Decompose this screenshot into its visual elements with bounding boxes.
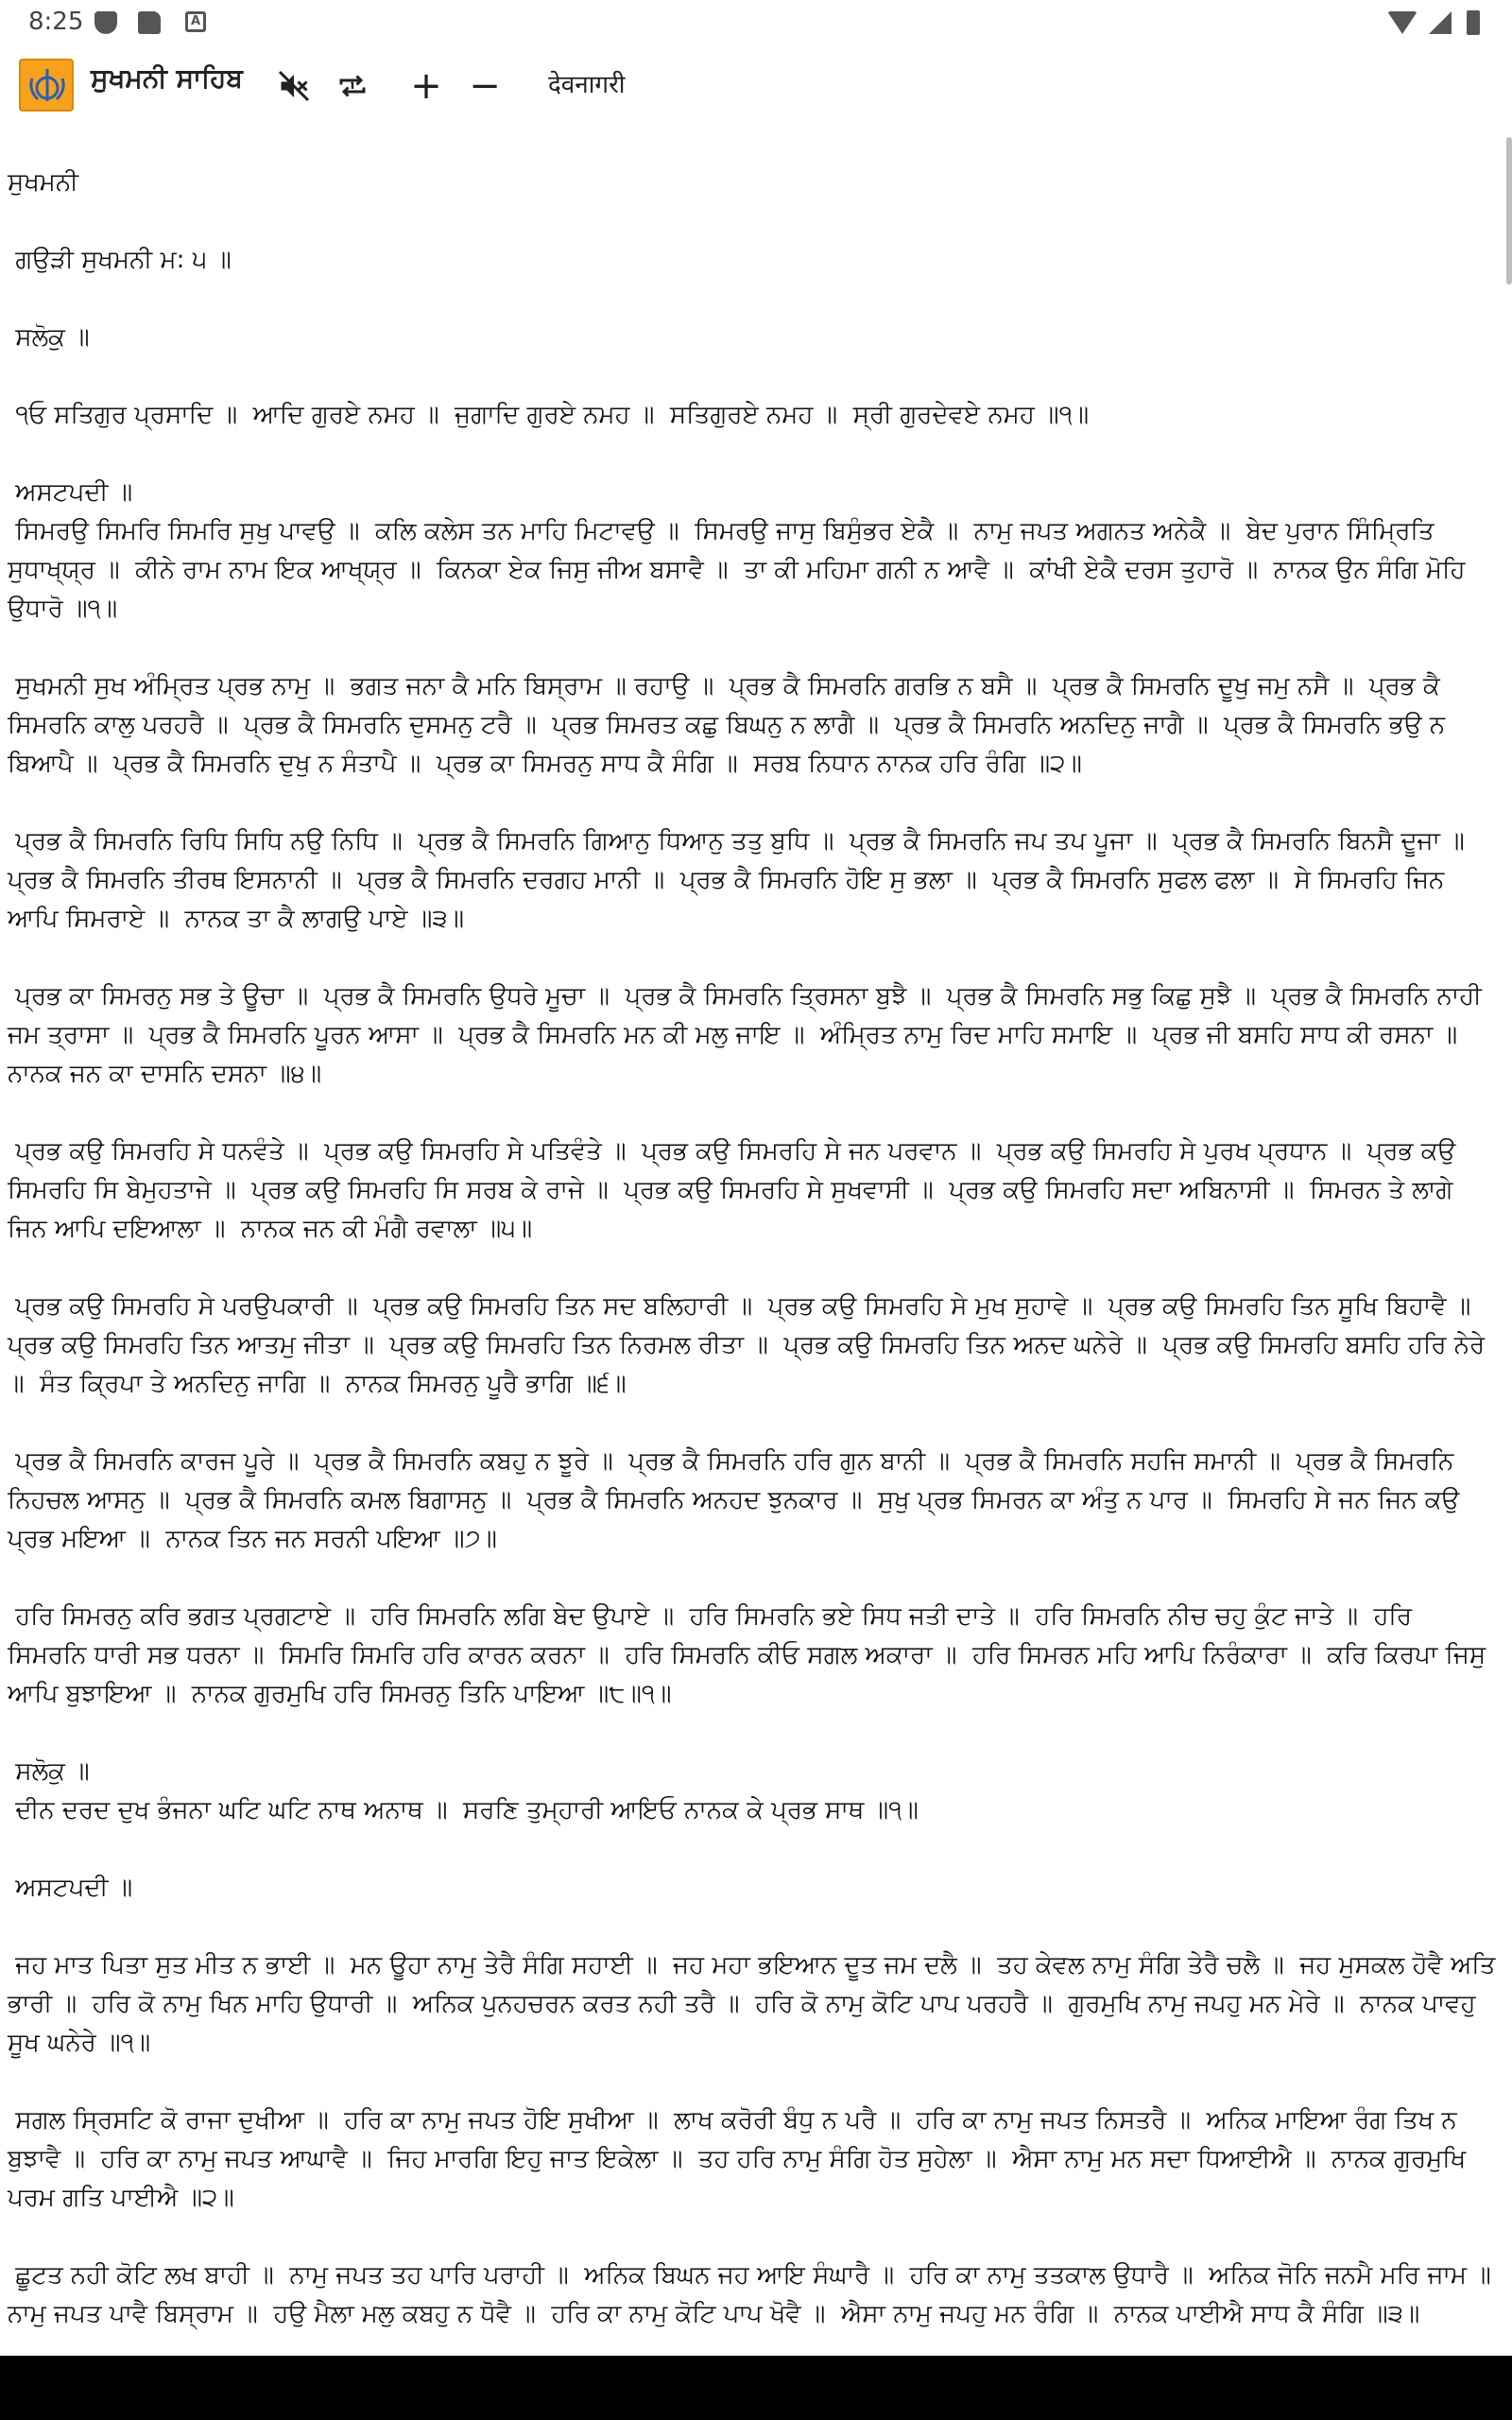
gurbani-line: ਸਿਮਰਉ ਸਿਮਰਿ ਸਿਮਰਿ ਸੁਖੁ ਪਾਵਉ ॥ ਕਲਿ ਕਲੇਸ ਤਨ ਮਾਹਿ ਮਿਟਾਵਉ ॥ ਸਿਮਰਉ ਜਾਸੁ ਬਿਸੁੰਭਰ ਏਕੈ ॥ ਨਾਮੁ ਜਪਤ ਅਗਨਤ ਅਨੇਕੈ ॥ ਬੇਦ ਪੁਰਾਨ ਸਿੰਮ੍ਰਿਤਿ ਸੁਧਾਖ੍ਯ੍ਰ ॥ ਕੀਨੇ ਰਾਮ ਨਾਮ ਇਕ ਆਖ੍ਯ੍ਰ ॥ ਕਿਨਕਾ ਏਕ ਜਿਸੁ ਜੀਅ ਬਸਾਵੈ ॥ ਤਾ ਕੀ ਮਹਿਮਾ ਗਨੀ ਨ ਆਵੈ ॥ ਕਾਂਖੀ ਏਕੈ ਦਰਸ ਤੁਹਾਰੋ ॥ ਨਾਨਕ ਉਨ ਸੰਗਿ ਮੋਹਿ ਉਧਾਰੋ ॥੧॥	[8, 517, 1473, 623]
mute-button[interactable]	[270, 62, 318, 110]
decrease-font-button[interactable]: −	[469, 64, 501, 108]
gurbani-line: ਜਹ ਮਾਤ ਪਿਤਾ ਸੁਤ ਮੀਤ ਨ ਭਾਈ ॥ ਮਨ ਊਹਾ ਨਾਮੁ ਤੇਰੈ ਸੰਗਿ ਸਹਾਈ ॥ ਜਹ ਮਹਾ ਭਇਆਨ ਦੂਤ ਜਮ ਦਲੈ ॥ ਤਹ ਕੇਵਲ ਨਾਮੁ ਸੰਗਿ ਤੇਰੈ ਚਲੈ ॥ ਜਹ ਮੁਸਕਲ ਹੋਵੈ ਅਤਿ ਭਾਰੀ ॥ ਹਰਿ ਕੋ ਨਾਮੁ ਖਿਨ ਮਾਹਿ ਉਧਾਰੀ ॥ ਅਨਿਕ ਪੁਨਹਚਰਨ ਕਰਤ ਨਹੀ ਤਰੈ ॥ ਹਰਿ ਕੋ ਨਾਮੁ ਕੋਟਿ ਪਾਪ ਪਰਹਰੈ ॥ ਗੁਰਮੁਖਿ ਨਾਮੁ ਜਪਹੁ ਮਨ ਮੇਰੇ ॥ ਨਾਨਕ ਪਾਵਹੁ ਸੂਖ ਘਨੇਰੇ ॥੧॥	[8, 1951, 1503, 2057]
battery-icon	[1467, 10, 1480, 35]
gurbani-line: ਪ੍ਰਭ ਕੈ ਸਿਮਰਨਿ ਕਾਰਜ ਪੂਰੇ ॥ ਪ੍ਰਭ ਕੈ ਸਿਮਰਨਿ ਕਬਹੁ ਨ ਝੂਰੇ ॥ ਪ੍ਰਭ ਕੈ ਸਿਮਰਨਿ ਹਰਿ ਗੁਨ ਬਾਨੀ ॥ ਪ੍ਰਭ ਕੈ ਸਿਮਰਨਿ ਸਹਜਿ ਸਮਾਨੀ ॥ ਪ੍ਰਭ ਕੈ ਸਿਮਰਨਿ ਨਿਹਚਲ ਆਸਨੁ ॥ ਪ੍ਰਭ ਕੈ ਸਿਮਰਨਿ ਕਮਲ ਬਿਗਾਸਨੁ ॥ ਪ੍ਰਭ ਕੈ ਸਿਮਰਨਿ ਅਨਹਦ ਝੁਨਕਾਰ ॥ ਸੁਖੁ ਪ੍ਰਭ ਸਿਮਰਨ ਕਾ ਅੰਤੁ ਨ ਪਾਰ ॥ ਸਿਮਰਹਿ ਸੇ ਜਨ ਜਿਨ ਕਉ ਪ੍ਰਭ ਮਇਆ ॥ ਨਾਨਕ ਤਿਨ ਜਨ ਸਰਨੀ ਪਇਆ ॥੭॥	[8, 1447, 1468, 1553]
sd-card-icon	[138, 11, 161, 34]
navigation-bar	[0, 2356, 1512, 2420]
gurbani-line: ਸਲੋਕੁ ॥	[8, 323, 90, 352]
volume-mute-icon	[277, 69, 311, 103]
blank-line	[0, 280, 1503, 319]
blank-line	[0, 435, 1503, 474]
gurbani-line: ਸਲੋਕੁ ॥	[8, 1757, 90, 1786]
blank-line	[0, 2218, 1503, 2256]
a-box-icon: A	[185, 11, 206, 32]
blank-line	[0, 1404, 1503, 1443]
blank-line	[0, 1249, 1503, 1288]
increase-font-button[interactable]: +	[410, 64, 442, 108]
gurbani-line: ਪ੍ਰਭ ਕੈ ਸਿਮਰਨਿ ਰਿਧਿ ਸਿਧਿ ਨਉ ਨਿਧਿ ॥ ਪ੍ਰਭ ਕੈ ਸਿਮਰਨਿ ਗਿਆਨੁ ਧਿਆਨੁ ਤਤੁ ਬੁਧਿ ॥ ਪ੍ਰਭ ਕੈ ਸਿਮਰਨਿ ਜਪ ਤਪ ਪੂਜਾ ॥ ਪ੍ਰਭ ਕੈ ਸਿਮਰਨਿ ਬਿਨਸੈ ਦੂਜਾ ॥ ਪ੍ਰਭ ਕੈ ਸਿਮਰਨਿ ਤੀਰਥ ਇਸਨਾਨੀ ॥ ਪ੍ਰਭ ਕੈ ਸਿਮਰਨਿ ਦਰਗਹ ਮਾਨੀ ॥ ਪ੍ਰਭ ਕੈ ਸਿਮਰਨਿ ਹੋਇ ਸੁ ਭਲਾ ॥ ਪ੍ਰਭ ਕੈ ਸਿਮਰਨਿ ਸੁਫਲ ਫਲਾ ॥ ਸੇ ਸਿਮਰਹਿ ਜਿਨ ਆਪਿ ਸਿਮਰਾਏ ॥ ਨਾਨਕ ਤਾ ਕੈ ਲਾਗਉ ਪਾਏ ॥੩॥	[8, 827, 1481, 933]
wifi-icon	[1387, 11, 1418, 34]
signal-icon	[1429, 11, 1452, 34]
gurbani-line: ਪ੍ਰਭ ਕਉ ਸਿਮਰਹਿ ਸੇ ਧਨਵੰਤੇ ॥ ਪ੍ਰਭ ਕਉ ਸਿਮਰਹਿ ਸੇ ਪਤਿਵੰਤੇ ॥ ਪ੍ਰਭ ਕਉ ਸਿਮਰਹਿ ਸੇ ਜਨ ਪਰਵਾਨ ॥ ਪ੍ਰਭ ਕਉ ਸਿਮਰਹਿ ਸੇ ਪੁਰਖ ਪ੍ਰਧਾਨ ॥ ਪ੍ਰਭ ਕਉ ਸਿਮਰਹਿ ਸਿ ਬੇਮੁਹਤਾਜੇ ॥ ਪ੍ਰਭ ਕਉ ਸਿਮਰਹਿ ਸਿ ਸਰਬ ਕੇ ਰਾਜੇ ॥ ਪ੍ਰਭ ਕਉ ਸਿਮਰਹਿ ਸੇ ਸੁਖਵਾਸੀ ॥ ਪ੍ਰਭ ਕਉ ਸਿਮਰਹਿ ਸਦਾ ਅਬਿਨਾਸੀ ॥ ਸਿਮਰਨ ਤੇ ਲਾਗੇ ਜਿਨ ਆਪਿ ਦਇਆਲਾ ॥ ਨਾਨਕ ਜਨ ਕੀ ਮੰਗੈ ਰਵਾਲਾ ॥੫॥	[8, 1137, 1464, 1243]
blank-line	[0, 2063, 1503, 2101]
blank-line	[0, 1830, 1503, 1869]
app-bar	[0, 47, 1512, 125]
gurbani-line: ਅਸਟਪਦੀ ॥	[8, 478, 133, 507]
gurbani-line: ਪ੍ਰਭ ਕਉ ਸਿਮਰਹਿ ਸੇ ਪਰਉਪਕਾਰੀ ॥ ਪ੍ਰਭ ਕਉ ਸਿਮਰਹਿ ਤਿਨ ਸਦ ਬਲਿਹਾਰੀ ॥ ਪ੍ਰਭ ਕਉ ਸਿਮਰਹਿ ਸੇ ਮੁਖ ਸੁਹਾਵੇ ॥ ਪ੍ਰਭ ਕਉ ਸਿਮਰਹਿ ਤਿਨ ਸੂਖਿ ਬਿਹਾਵੈ ॥ ਪ੍ਰਭ ਕਉ ਸਿਮਰਹਿ ਤਿਨ ਆਤਮੁ ਜੀਤਾ ॥ ਪ੍ਰਭ ਕਉ ਸਿਮਰਹਿ ਤਿਨ ਨਿਰਮਲ ਰੀਤਾ ॥ ਪ੍ਰਭ ਕਉ ਸਿਮਰਹਿ ਤਿਨ ਅਨਦ ਘਨੇਰੇ ॥ ਪ੍ਰਭ ਕਉ ਸਿਮਰਹਿ ਬਸਹਿ ਹਰਿ ਨੇਰੇ ॥ ਸੰਤ ਕ੍ਰਿਪਾ ਤੇ ਅਨਦਿਨੁ ਜਾਗਿ ॥ ਨਾਨਕ ਸਿਮਰਨੁ ਪੂਰੈ ਭਾਗਿ ॥੬॥	[8, 1292, 1493, 1398]
gurbani-text-container	[0, 125, 1507, 2334]
gurbani-line: ਗਉੜੀ ਸੁਖਮਨੀ ਮ: ੫ ॥	[8, 246, 232, 274]
gurbani-line: ਅਸਟਪਦੀ ॥	[8, 1874, 133, 1902]
gurbani-line: ੧ਓ ਸਤਿਗੁਰ ਪ੍ਰਸਾਦਿ ॥ ਆਦਿ ਗੁਰਏ ਨਮਹ ॥ ਜੁਗਾਦਿ ਗੁਰਏ ਨਮਹ ॥ ਸਤਿਗੁਰਏ ਨਮਹ ॥ ਸ੍ਰੀ ਗੁਰਦੇਵਏ ਨਮਹ ॥੧॥	[8, 401, 1090, 429]
repeat-button[interactable]	[329, 62, 376, 110]
gurbani-line: ਪ੍ਰਭ ਕਾ ਸਿਮਰਨੁ ਸਭ ਤੇ ਊਚਾ ॥ ਪ੍ਰਭ ਕੈ ਸਿਮਰਨਿ ਉਧਰੇ ਮੂਚਾ ॥ ਪ੍ਰਭ ਕੈ ਸਿਮਰਨਿ ਤ੍ਰਿਸਨਾ ਬੁਝੈ ॥ ਪ੍ਰਭ ਕੈ ਸਿਮਰਨਿ ਸਭੁ ਕਿਛੁ ਸੁਝੈ ॥ ਪ੍ਰਭ ਕੈ ਸਿਮਰਨਿ ਨਾਹੀ ਜਮ ਤ੍ਰਾਸਾ ॥ ਪ੍ਰਭ ਕੈ ਸਿਮਰਨਿ ਪੂਰਨ ਆਸਾ ॥ ਪ੍ਰਭ ਕੈ ਸਿਮਰਨਿ ਮਨ ਕੀ ਮਲੁ ਜਾਇ ॥ ਅੰਮ੍ਰਿਤ ਨਾਮੁ ਰਿਦ ਮਾਹਿ ਸਮਾਇ ॥ ਪ੍ਰਭ ਜੀ ਬਸਹਿ ਸਾਧ ਕੀ ਰਸਨਾ ॥ ਨਾਨਕ ਜਨ ਕਾ ਦਾਸਨਿ ਦਸਨਾ ॥੪॥	[8, 982, 1490, 1088]
repeat-one-icon	[335, 69, 369, 103]
blank-line	[0, 357, 1503, 396]
gurbani-line: ਸੁਖਮਨੀ ਸੁਖ ਅੰਮ੍ਰਿਤ ਪ੍ਰਭ ਨਾਮੁ ॥ ਭਗਤ ਜਨਾ ਕੈ ਮਨਿ ਬਿਸ੍ਰਾਮ ॥ ਰਹਾਉ ॥ ਪ੍ਰਭ ਕੈ ਸਿਮਰਨਿ ਗਰਭਿ ਨ ਬਸੈ ॥ ਪ੍ਰਭ ਕੈ ਸਿਮਰਨਿ ਦੂਖੁ ਜਮੁ ਨਸੈ ॥ ਪ੍ਰਭ ਕੈ ਸਿਮਰਨਿ ਕਾਲੁ ਪਰਹਰੈ ॥ ਪ੍ਰਭ ਕੈ ਸਿਮਰਨਿ ਦੁਸਮਨੁ ਟਰੈ ॥ ਪ੍ਰਭ ਸਿਮਰਤ ਕਛੁ ਬਿਘਨੁ ਨ ਲਾਗੈ ॥ ਪ੍ਰਭ ਕੈ ਸਿਮਰਨਿ ਅਨਦਿਨੁ ਜਾਗੈ ॥ ਪ੍ਰਭ ਕੈ ਸਿਮਰਨਿ ਭਉ ਨ ਬਿਆਪੈ ॥ ਪ੍ਰਭ ਕੈ ਸਿਮਰਨਿ ਦੁਖੁ ਨ ਸੰਤਾਪੈ ॥ ਪ੍ਰਭ ਕਾ ਸਿਮਰਨੁ ਸਾਧ ਕੈ ਸੰਗਿ ॥ ਸਰਬ ਨਿਧਾਨ ਨਾਨਕ ਹਰਿ ਰੰਗਿ ॥੨॥	[8, 672, 1453, 778]
gurbani-content[interactable]	[0, 125, 1507, 2356]
blank-line	[0, 202, 1503, 241]
blank-line	[0, 1559, 1503, 1598]
blank-line	[0, 125, 1503, 164]
khanda-logo-icon	[19, 59, 74, 112]
shield-icon	[94, 11, 117, 34]
gurbani-line: ਸੁਖਮਨੀ	[8, 168, 78, 197]
blank-line	[0, 1908, 1503, 1946]
scrollbar-thumb[interactable]	[1506, 137, 1512, 285]
gurbani-line: ਹਰਿ ਸਿਮਰਨੁ ਕਰਿ ਭਗਤ ਪ੍ਰਗਟਾਏ ॥ ਹਰਿ ਸਿਮਰਨਿ ਲਗਿ ਬੇਦ ਉਪਾਏ ॥ ਹਰਿ ਸਿਮਰਨਿ ਭਏ ਸਿਧ ਜਤੀ ਦਾਤੇ ॥ ਹਰਿ ਸਿਮਰਨਿ ਨੀਚ ਚਹੁ ਕੁੰਟ ਜਾਤੇ ॥ ਹਰਿ ਸਿਮਰਨਿ ਧਾਰੀ ਸਭ ਧਰਨਾ ॥ ਸਿਮਰਿ ਸਿਮਰਿ ਹਰਿ ਕਾਰਨ ਕਰਨਾ ॥ ਹਰਿ ਸਿਮਰਨਿ ਕੀਓ ਸਗਲ ਅਕਾਰਾ ॥ ਹਰਿ ਸਿਮਰਨ ਮਹਿ ਆਪਿ ਨਿਰੰਕਾਰਾ ॥ ਕਰਿ ਕਿਰਪਾ ਜਿਸੁ ਆਪਿ ਬੁਝਾਇਆ ॥ ਨਾਨਕ ਗੁਰਮੁਖਿ ਹਰਿ ਸਿਮਰਨੁ ਤਿਨਿ ਪਾਇਆ ॥੮॥੧॥	[8, 1602, 1494, 1708]
gurbani-line: ਦੀਨ ਦਰਦ ਦੁਖ ਭੰਜਨਾ ਘਟਿ ਘਟਿ ਨਾਥ ਅਨਾਥ ॥ ਸਰਣਿ ਤੁਮ੍ਹਾਰੀ ਆਇਓ ਨਾਨਕ ਕੇ ਪ੍ਰਭ ਸਾਥ ॥੧॥	[8, 1796, 919, 1824]
blank-line	[0, 784, 1503, 822]
gurbani-line: ਸਗਲ ਸ੍ਰਿਸਟਿ ਕੋ ਰਾਜਾ ਦੁਖੀਆ ॥ ਹਰਿ ਕਾ ਨਾਮੁ ਜਪਤ ਹੋਇ ਸੁਖੀਆ ॥ ਲਾਖ ਕਰੋਰੀ ਬੰਧੁ ਨ ਪਰੈ ॥ ਹਰਿ ਕਾ ਨਾਮੁ ਜਪਤ ਨਿਸਤਰੈ ॥ ਅਨਿਕ ਮਾਇਆ ਰੰਗ ਤਿਖ ਨ ਬੁਝਾਵੈ ॥ ਹਰਿ ਕਾ ਨਾਮੁ ਜਪਤ ਆਘਾਵੈ ॥ ਜਿਹ ਮਾਰਗਿ ਇਹੁ ਜਾਤ ਇਕੇਲਾ ॥ ਤਹ ਹਰਿ ਨਾਮੁ ਸੰਗਿ ਹੋਤ ਸੁਹੇਲਾ ॥ ਐਸਾ ਨਾਮੁ ਮਨ ਸਦਾ ਧਿਆਈਐ ॥ ਨਾਨਕ ਗੁਰਮੁਖਿ ਪਰਮ ਗਤਿ ਪਾਈਐ ॥੨॥	[8, 2106, 1474, 2212]
blank-line	[0, 939, 1503, 977]
script-toggle-button[interactable]: देवनागरी	[548, 71, 626, 99]
status-time: 8:25	[28, 8, 84, 36]
app-title: ਸੁਖਮਨੀ ਸਾਹਿਬ	[91, 62, 243, 94]
blank-line	[0, 1714, 1503, 1753]
blank-line	[0, 629, 1503, 667]
blank-line	[0, 1094, 1503, 1132]
gurbani-line: ਛੂਟਤ ਨਹੀ ਕੋਟਿ ਲਖ ਬਾਹੀ ॥ ਨਾਮੁ ਜਪਤ ਤਹ ਪਾਰਿ ਪਰਾਹੀ ॥ ਅਨਿਕ ਬਿਘਨ ਜਹ ਆਇ ਸੰਘਾਰੈ ॥ ਹਰਿ ਕਾ ਨਾਮੁ ਤਤਕਾਲ ਉਧਾਰੈ ॥ ਅਨਿਕ ਜੋਨਿ ਜਨਮੈ ਮਰਿ ਜਾਮ ॥ ਨਾਮੁ ਜਪਤ ਪਾਵੈ ਬਿਸ੍ਰਾਮ ॥ ਹਉ ਮੈਲਾ ਮਲੁ ਕਬਹੁ ਨ ਧੋਵੈ ॥ ਹਰਿ ਕਾ ਨਾਮੁ ਕੋਟਿ ਪਾਪ ਖੋਵੈ ॥ ਐਸਾ ਨਾਮੁ ਜਪਹੁ ਮਨ ਰੰਗਿ ॥ ਨਾਨਕ ਪਾਈਐ ਸਾਧ ਕੈ ਸੰਗਿ ॥੩॥	[8, 2261, 1507, 2328]
status-bar	[0, 0, 1512, 47]
